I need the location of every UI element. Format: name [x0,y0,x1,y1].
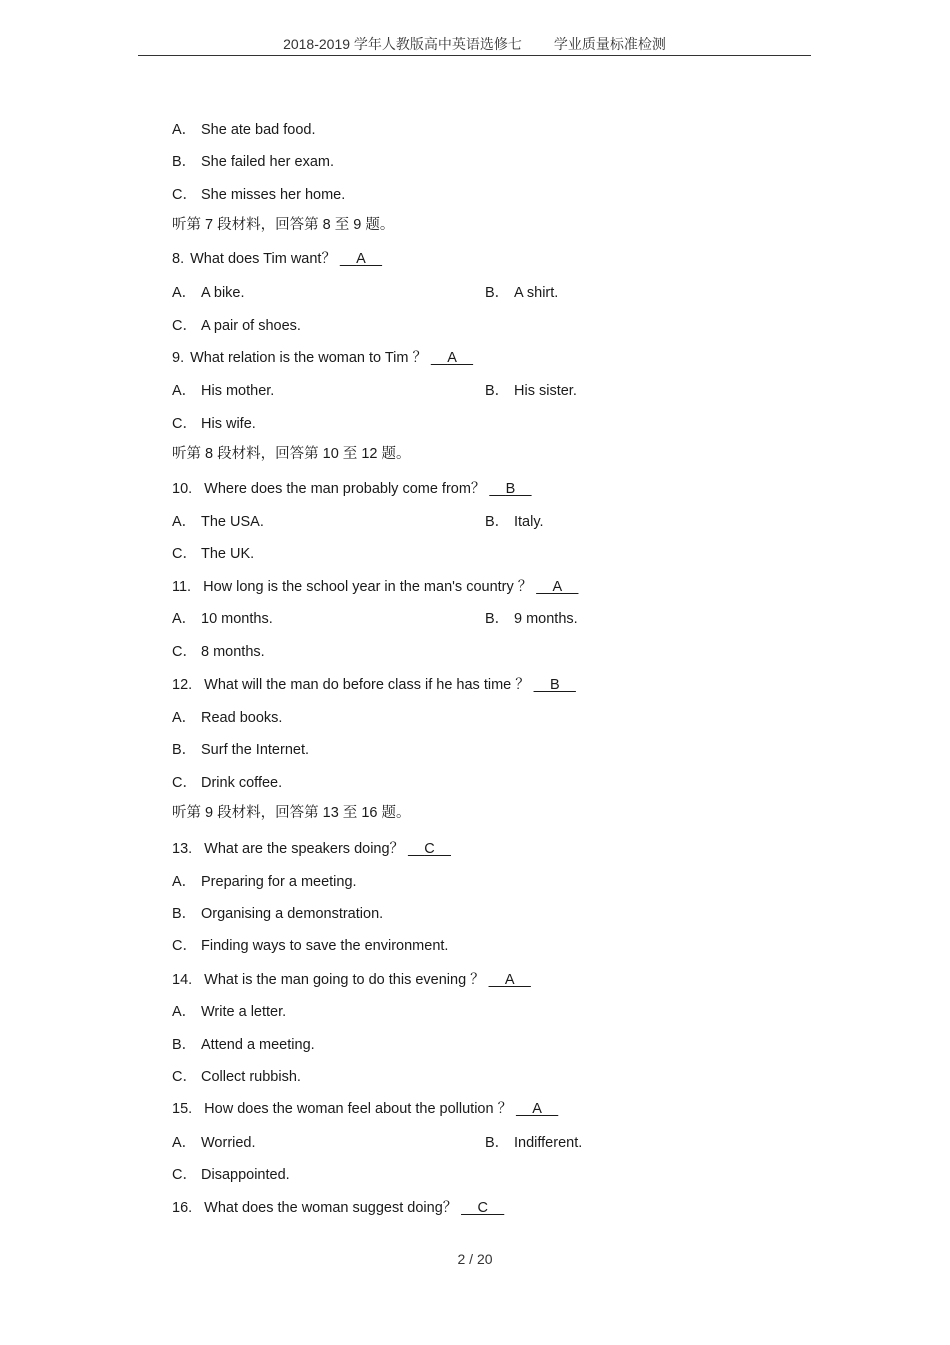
option-line [172,284,245,302]
page-number: 2 / 20 [457,1251,493,1267]
answer-letter: A [504,972,515,988]
option-label: C． [172,318,197,334]
question-text: What does Tim want？ [190,251,336,267]
answer-blank: __A__ [339,251,382,267]
question-text: How long is the school year in the man's country ？ [203,579,533,595]
option-label: C． [172,546,197,562]
option-line [172,545,254,563]
option-text: His sister. [514,383,577,399]
option-text: A bike. [201,285,245,301]
option-line [172,610,273,628]
option-label: B． [485,514,510,530]
option-text: She ate bad food. [201,122,316,138]
option-text: 9 months. [514,611,578,627]
option-line [172,905,383,923]
option-text: 10 months. [201,611,273,627]
option-text: She misses her home. [201,187,346,203]
question-text: How does the woman feel about the pollution ？ [204,1101,513,1117]
answer-letter: A [532,1101,542,1117]
question-text: What will the man do before class if he has time ？ [204,677,530,693]
option-line [172,709,282,727]
question-line [172,250,382,268]
header-subtitle: 学业质量标准检测 [553,36,666,52]
option-text: 8 months. [201,644,265,660]
option-label: B． [485,1135,510,1151]
option-label: A． [172,611,197,627]
option-label: B． [172,742,197,758]
option-label: A． [172,514,197,530]
option-text: His wife. [201,416,256,432]
question-text: What does the woman suggest doing？ [204,1200,458,1216]
question-text: What are the speakers doing？ [204,841,405,857]
option-text: Organising a demonstration. [201,906,384,922]
option-label: A． [172,1004,197,1020]
option-line [172,513,264,531]
option-label: A． [172,874,197,890]
option-line-col2 [485,513,544,531]
section-heading: 听第 9 段材料，回答第 13 至 16 题。 [172,805,411,821]
option-label: B． [485,611,510,627]
answer-blank: __C__ [461,1200,505,1216]
answer-blank: __A__ [488,972,531,988]
section-heading: 听第 7 段材料，回答第 8 至 9 题。 [172,217,395,233]
option-line [172,1036,315,1054]
question-number: 13. [172,841,193,857]
option-line [172,1068,301,1086]
option-text: A shirt. [514,285,559,301]
option-line [172,121,316,139]
answer-letter: B [549,677,560,693]
answer-letter: C [424,841,435,857]
question-line [172,840,451,858]
question-number: 8. [172,251,185,267]
option-text: Finding ways to save the environment. [201,938,449,954]
option-label: B． [172,906,197,922]
question-line [172,1100,558,1118]
option-text: The USA. [201,514,264,530]
question-line [172,578,578,596]
question-line [172,349,473,367]
option-text: A pair of shoes. [201,318,301,334]
question-number: 12. [172,677,193,693]
question-line [172,971,531,989]
answer-letter: A [356,251,366,267]
option-text: His mother. [201,383,275,399]
answer-blank: __A__ [516,1101,559,1117]
option-label: B． [172,1037,197,1053]
question-text: What is the man going to do this evening ？ [204,972,485,988]
option-label: C． [172,1069,197,1085]
option-line-col2 [485,382,577,400]
option-text: Disappointed. [201,1167,290,1183]
question-text: What relation is the woman to Tim ？ [190,350,428,366]
option-text: Worried. [201,1135,256,1151]
option-label: B． [172,154,197,170]
question-line [172,1199,504,1217]
option-line [172,415,256,433]
question-number: 10. [172,481,193,497]
question-number: 14. [172,972,193,988]
option-text: Collect rubbish. [201,1069,301,1085]
option-line [172,937,448,955]
option-text: Write a letter. [201,1004,287,1020]
option-label: B． [485,285,510,301]
option-label: B． [485,383,510,399]
question-number: 16. [172,1200,193,1216]
option-line [172,643,265,661]
option-text: Read books. [201,710,283,726]
answer-letter: A [447,350,457,366]
answer-blank: __C__ [408,841,451,857]
option-text: Italy. [514,514,544,530]
option-label: C． [172,938,197,954]
header-title: 2018-2019 学年人教版高中英语选修七 [283,36,522,52]
answer-blank: __A__ [431,350,473,366]
option-label: A． [172,383,197,399]
option-text: The UK. [201,546,255,562]
option-label: C． [172,187,197,203]
answer-blank: __B__ [533,677,576,693]
option-label: A． [172,122,197,138]
option-text: Attend a meeting. [201,1037,315,1053]
answer-blank: __A__ [536,579,579,595]
option-line [172,1003,286,1021]
page-header [138,35,811,56]
option-label: C． [172,775,197,791]
option-line [172,317,301,335]
question-number: 15. [172,1101,193,1117]
option-line [172,153,334,171]
answer-letter: B [505,481,516,497]
question-text: Where does the man probably come from？ [204,481,486,497]
option-line [172,1166,290,1184]
option-text: She failed her exam. [201,154,334,170]
option-label: A． [172,710,197,726]
question-line [172,676,576,694]
question-line [172,480,531,498]
option-text: Indifferent. [514,1135,583,1151]
option-line-col2 [485,284,558,302]
question-number: 11. [172,579,192,595]
option-label: C． [172,1167,197,1183]
answer-letter: A [552,579,563,595]
question-number: 9. [172,350,185,366]
answer-blank: __B__ [489,481,532,497]
option-text: Drink coffee. [201,775,283,791]
answer-letter: C [477,1200,488,1216]
option-line [172,186,345,204]
option-text: Preparing for a meeting. [201,874,357,890]
option-label: C． [172,644,197,660]
option-label: A． [172,1135,197,1151]
option-line [172,774,282,792]
option-label: A． [172,285,197,301]
option-line [172,741,309,759]
option-text: Surf the Internet. [201,742,310,758]
option-line [172,382,274,400]
option-line [172,873,357,891]
section-heading: 听第 8 段材料，回答第 10 至 12 题。 [172,446,411,462]
option-line-col2 [485,1134,582,1152]
option-line [172,1134,256,1152]
option-label: C． [172,416,197,432]
option-line-col2 [485,610,578,628]
